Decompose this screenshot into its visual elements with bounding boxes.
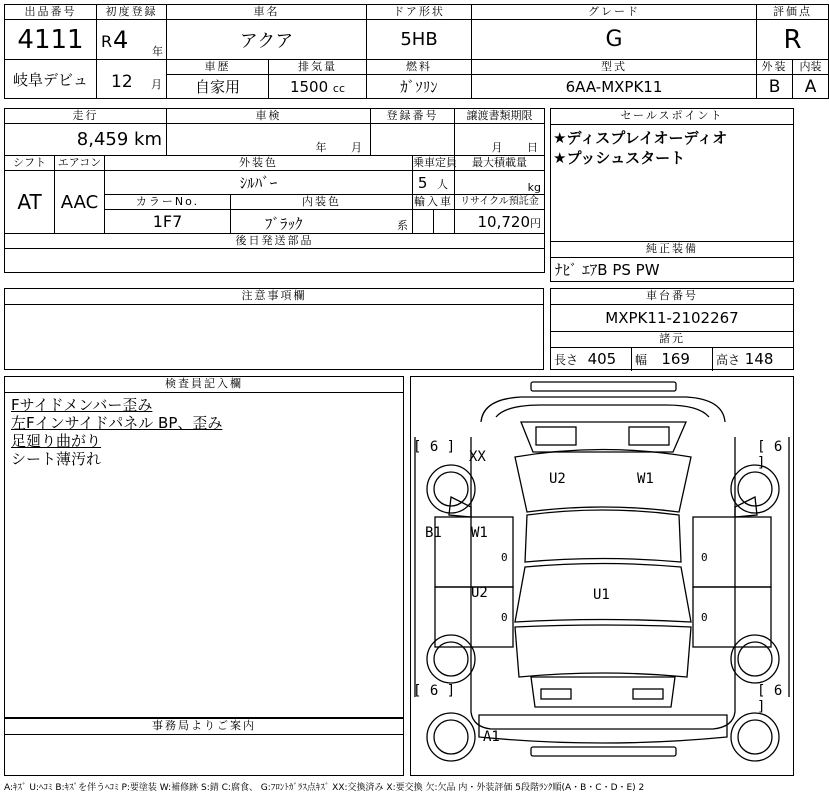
width	[632, 348, 713, 371]
transfer-day-unit: 日	[527, 141, 538, 154]
inspection-label: 車検	[167, 109, 371, 124]
grade-label: グレード	[472, 5, 757, 20]
car-diagram-svg	[411, 377, 793, 775]
tire-mark-rr: [ 6 ]	[757, 683, 783, 715]
recycle	[455, 210, 545, 234]
height	[713, 348, 793, 371]
inspector-note: 足廻り曲がり	[11, 432, 102, 450]
displacement-unit: cc	[332, 81, 346, 95]
damage-mark: A1	[483, 729, 500, 745]
genuine-equipment-label: 純正装備	[551, 242, 793, 258]
ext-score: B	[757, 75, 793, 99]
chassis-box	[550, 288, 794, 370]
vehicle-info-table	[4, 4, 829, 99]
capacity	[413, 171, 455, 195]
reg-number	[371, 124, 455, 156]
inspection	[167, 124, 371, 156]
tire-mark-rl: [ 6 ]	[413, 683, 456, 699]
interior-color-value: ﾌﾞﾗｯｸ	[265, 215, 303, 233]
model: 6AA-MXPK11	[472, 75, 757, 99]
transfer-label: 譲渡書類期限	[455, 109, 545, 124]
dimensions	[551, 348, 793, 371]
later-parts	[5, 249, 545, 273]
mileage	[5, 124, 167, 156]
inspector-note: シート薄汚れ	[11, 450, 102, 468]
inspector-note: Fサイドメンバー歪み	[11, 396, 153, 414]
displacement-value: 1500	[289, 77, 329, 96]
year-unit: 年	[152, 45, 163, 58]
transfer-month-unit: 月	[491, 141, 503, 154]
office-label: 事務局よりご案内	[5, 719, 403, 735]
zero-mark: 0	[701, 611, 708, 624]
capacity-unit: 人	[437, 177, 448, 191]
history: 自家用	[167, 75, 269, 99]
length	[551, 348, 632, 371]
capacity-label: 乗車定員	[413, 156, 457, 169]
damage-mark: U2	[549, 471, 566, 487]
car-name: アクア	[167, 20, 367, 60]
damage-mark: XX	[469, 449, 486, 465]
inspector-note: 左Fインサイドパネル BP、歪み	[11, 414, 223, 432]
first-reg-month	[97, 60, 167, 99]
height-value: 148	[744, 350, 774, 368]
door-type-label: ドア形状	[367, 5, 472, 20]
transfer-deadline	[455, 124, 545, 156]
zero-mark: 0	[501, 611, 508, 624]
recycle-label: リサイクル預託金	[455, 195, 545, 210]
history-label: 車歴	[167, 60, 269, 75]
interior-color-suffix: 系	[397, 219, 408, 232]
max-load-label: 最大積載量	[455, 156, 545, 171]
inspector-label: 検査員記入欄	[5, 377, 403, 393]
reg-year: 4	[113, 26, 129, 54]
genuine-equipment: ﾅﾋﾞ ｴｱB PS PW	[555, 261, 660, 279]
capacity-value: 5	[417, 173, 428, 192]
damage-diagram	[410, 376, 794, 776]
mileage-label: 走行	[5, 109, 167, 124]
color-no: 1F7	[105, 210, 231, 234]
car-name-label: 車名	[167, 5, 367, 20]
legend: A:ｷｽﾞ U:ﾍｺﾐ B:ｷｽﾞを伴うﾍｺﾐ P:要塗装 W:補修跡 S:錆 C:腐食、 G:ﾌﾛﾝﾄｶﾞﾗｽ点ｷｽﾞ XX:交換済み X:要交換 欠:欠品 内・外装評価 5段階ﾗﾝｸ順(A・B・C・D・E) 2	[4, 783, 645, 793]
length-value: 405	[587, 350, 617, 368]
lot-label: 出品番号	[5, 5, 97, 20]
fuel: ｶﾞｿﾘﾝ	[367, 75, 472, 99]
aircon: AAC	[55, 171, 105, 234]
mileage-unit: km	[134, 129, 162, 150]
inspection-month-unit: 月	[351, 141, 362, 154]
color-no-label: カラーNo.	[105, 195, 231, 210]
venue: 岐阜デビュ	[5, 60, 97, 99]
sales-points-box	[550, 108, 794, 242]
int-label: 内装	[793, 60, 829, 75]
lot-number: 4111	[5, 20, 97, 60]
model-label: 型式	[472, 60, 757, 75]
tire-mark-fr: [ 6 ]	[757, 439, 783, 471]
later-parts-label: 後日発送部品	[5, 234, 545, 249]
first-reg-year	[97, 20, 167, 60]
damage-mark: W1	[637, 471, 654, 487]
chassis-label: 車台番号	[551, 289, 793, 305]
int-score: A	[793, 75, 829, 99]
interior-color	[231, 210, 413, 234]
import-label: 輸入車	[414, 195, 453, 208]
genuine-equipment-box	[550, 241, 794, 282]
sales-point: ★ディスプレイオーディオ	[553, 129, 728, 147]
sales-points-list	[551, 125, 793, 168]
details-table	[4, 108, 545, 273]
inspection-year-unit: 年	[315, 141, 327, 154]
inspector-box	[4, 376, 404, 718]
door-type: 5HB	[367, 20, 472, 60]
length-label: 長さ	[554, 353, 579, 367]
aircon-label: エアコン	[55, 156, 105, 171]
interior-color-label: 内装色	[231, 195, 413, 210]
displacement-label: 排気量	[269, 60, 367, 75]
damage-mark: W1	[471, 525, 488, 541]
grade: G	[472, 20, 757, 60]
zero-mark: 0	[701, 551, 708, 564]
first-reg-label: 初度登録	[97, 5, 167, 20]
ext-label: 外装	[757, 60, 793, 75]
import	[413, 210, 455, 234]
car-outline	[415, 382, 789, 761]
reg-month: 12	[111, 72, 133, 92]
tire-mark-fl: [ 6 ]	[413, 439, 456, 455]
reg-number-label: 登録番号	[371, 109, 455, 124]
dimensions-label: 諸元	[551, 332, 793, 348]
sales-point: ★プッシュスタート	[553, 149, 686, 167]
zero-mark: 0	[501, 551, 508, 564]
notes-box	[4, 288, 544, 370]
fuel-label: 燃料	[367, 60, 472, 75]
height-label: 高さ	[716, 353, 741, 367]
office-box	[4, 718, 404, 776]
shift: AT	[5, 171, 55, 234]
displacement	[269, 75, 367, 99]
damage-mark: U2	[471, 585, 488, 601]
exterior-color-label: 外装色	[105, 156, 413, 171]
era: R	[101, 32, 113, 51]
inspector-notes	[5, 393, 403, 468]
max-load-unit: kg	[455, 171, 545, 195]
recycle-value: 10,720	[477, 212, 530, 231]
notes-label: 注意事項欄	[5, 289, 543, 305]
shift-label: シフト	[5, 156, 55, 171]
score: R	[757, 20, 829, 60]
width-label: 幅	[635, 353, 648, 367]
mileage-value: 8,459	[76, 129, 129, 150]
damage-mark: B1	[425, 525, 442, 541]
score-label: 評価点	[757, 5, 829, 20]
sales-points-label: セールスポイント	[551, 109, 793, 125]
recycle-unit: 円	[530, 216, 541, 230]
width-value: 169	[661, 350, 690, 368]
damage-mark: U1	[593, 587, 610, 603]
month-unit: 月	[151, 78, 162, 91]
chassis-number: MXPK11-2102267	[551, 305, 793, 332]
exterior-color: ｼﾙﾊﾞｰ	[105, 171, 413, 195]
